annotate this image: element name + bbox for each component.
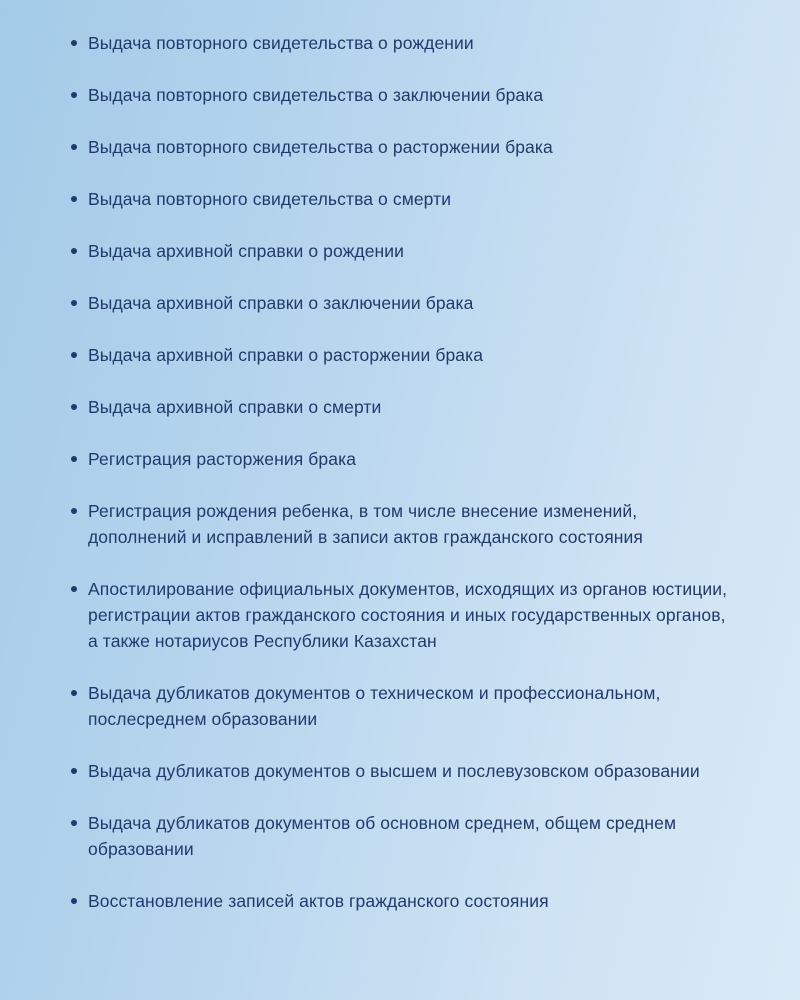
services-list (71, 30, 745, 914)
bullet-icon (71, 352, 77, 358)
bullet-icon (71, 300, 77, 306)
list-item-label: Выдача повторного свидетельства о расторжении брака (88, 137, 553, 157)
list-item (71, 498, 733, 550)
bullet-icon (71, 898, 77, 904)
list-item (71, 446, 733, 472)
list-item-label: Выдача дубликатов документов об основном среднем, общем среднем образовании (88, 813, 677, 859)
list-item (71, 810, 733, 862)
bullet-icon (71, 40, 77, 46)
list-item (71, 342, 733, 368)
list-item (71, 82, 733, 108)
list-item-label: Выдача дубликатов документов о высшем и послевузовском образовании (88, 761, 700, 781)
list-item (71, 576, 733, 654)
list-item-label: Выдача повторного свидетельства о заключении брака (88, 85, 544, 105)
list-item-label: Выдача дубликатов документов о техническом и профессиональном, послесреднем образовании (88, 683, 661, 729)
list-item-label: Выдача архивной справки о расторжении брака (88, 345, 484, 365)
list-item-label: Регистрация расторжения брака (88, 449, 357, 469)
bullet-icon (71, 690, 77, 696)
bullet-icon (71, 456, 77, 462)
list-item (71, 238, 733, 264)
list-item-label: Апостилирование официальных документов, исходящих из органов юстиции, регистрации актов гражданского состояния и иных государственных органов, а также нотариусов Республики Казахстан (88, 579, 728, 651)
list-item (71, 888, 733, 914)
list-item (71, 394, 733, 420)
list-item-label: Выдача повторного свидетельства о смерти (88, 189, 452, 209)
list-item-label: Регистрация рождения ребенка, в том числе внесение изменений, дополнений и исправлений в записи актов гражданского состояния (88, 501, 643, 547)
list-item-label: Выдача повторного свидетельства о рождении (88, 33, 474, 53)
bullet-icon (71, 404, 77, 410)
bullet-icon (71, 92, 77, 98)
list-item (71, 134, 733, 160)
bullet-icon (71, 820, 77, 826)
list-item-label: Выдача архивной справки о заключении брака (88, 293, 474, 313)
list-item-label: Восстановление записей актов гражданского состояния (88, 891, 549, 911)
bullet-icon (71, 144, 77, 150)
bullet-icon (71, 768, 77, 774)
list-item (71, 758, 733, 784)
list-item-label: Выдача архивной справки о рождении (88, 241, 405, 261)
list-item (71, 30, 733, 56)
bullet-icon (71, 508, 77, 514)
list-item-label: Выдача архивной справки о смерти (88, 397, 382, 417)
bullet-icon (71, 248, 77, 254)
list-item (71, 186, 733, 212)
list-item (71, 680, 733, 732)
bullet-icon (71, 196, 77, 202)
list-item (71, 290, 733, 316)
bullet-icon (71, 586, 77, 592)
